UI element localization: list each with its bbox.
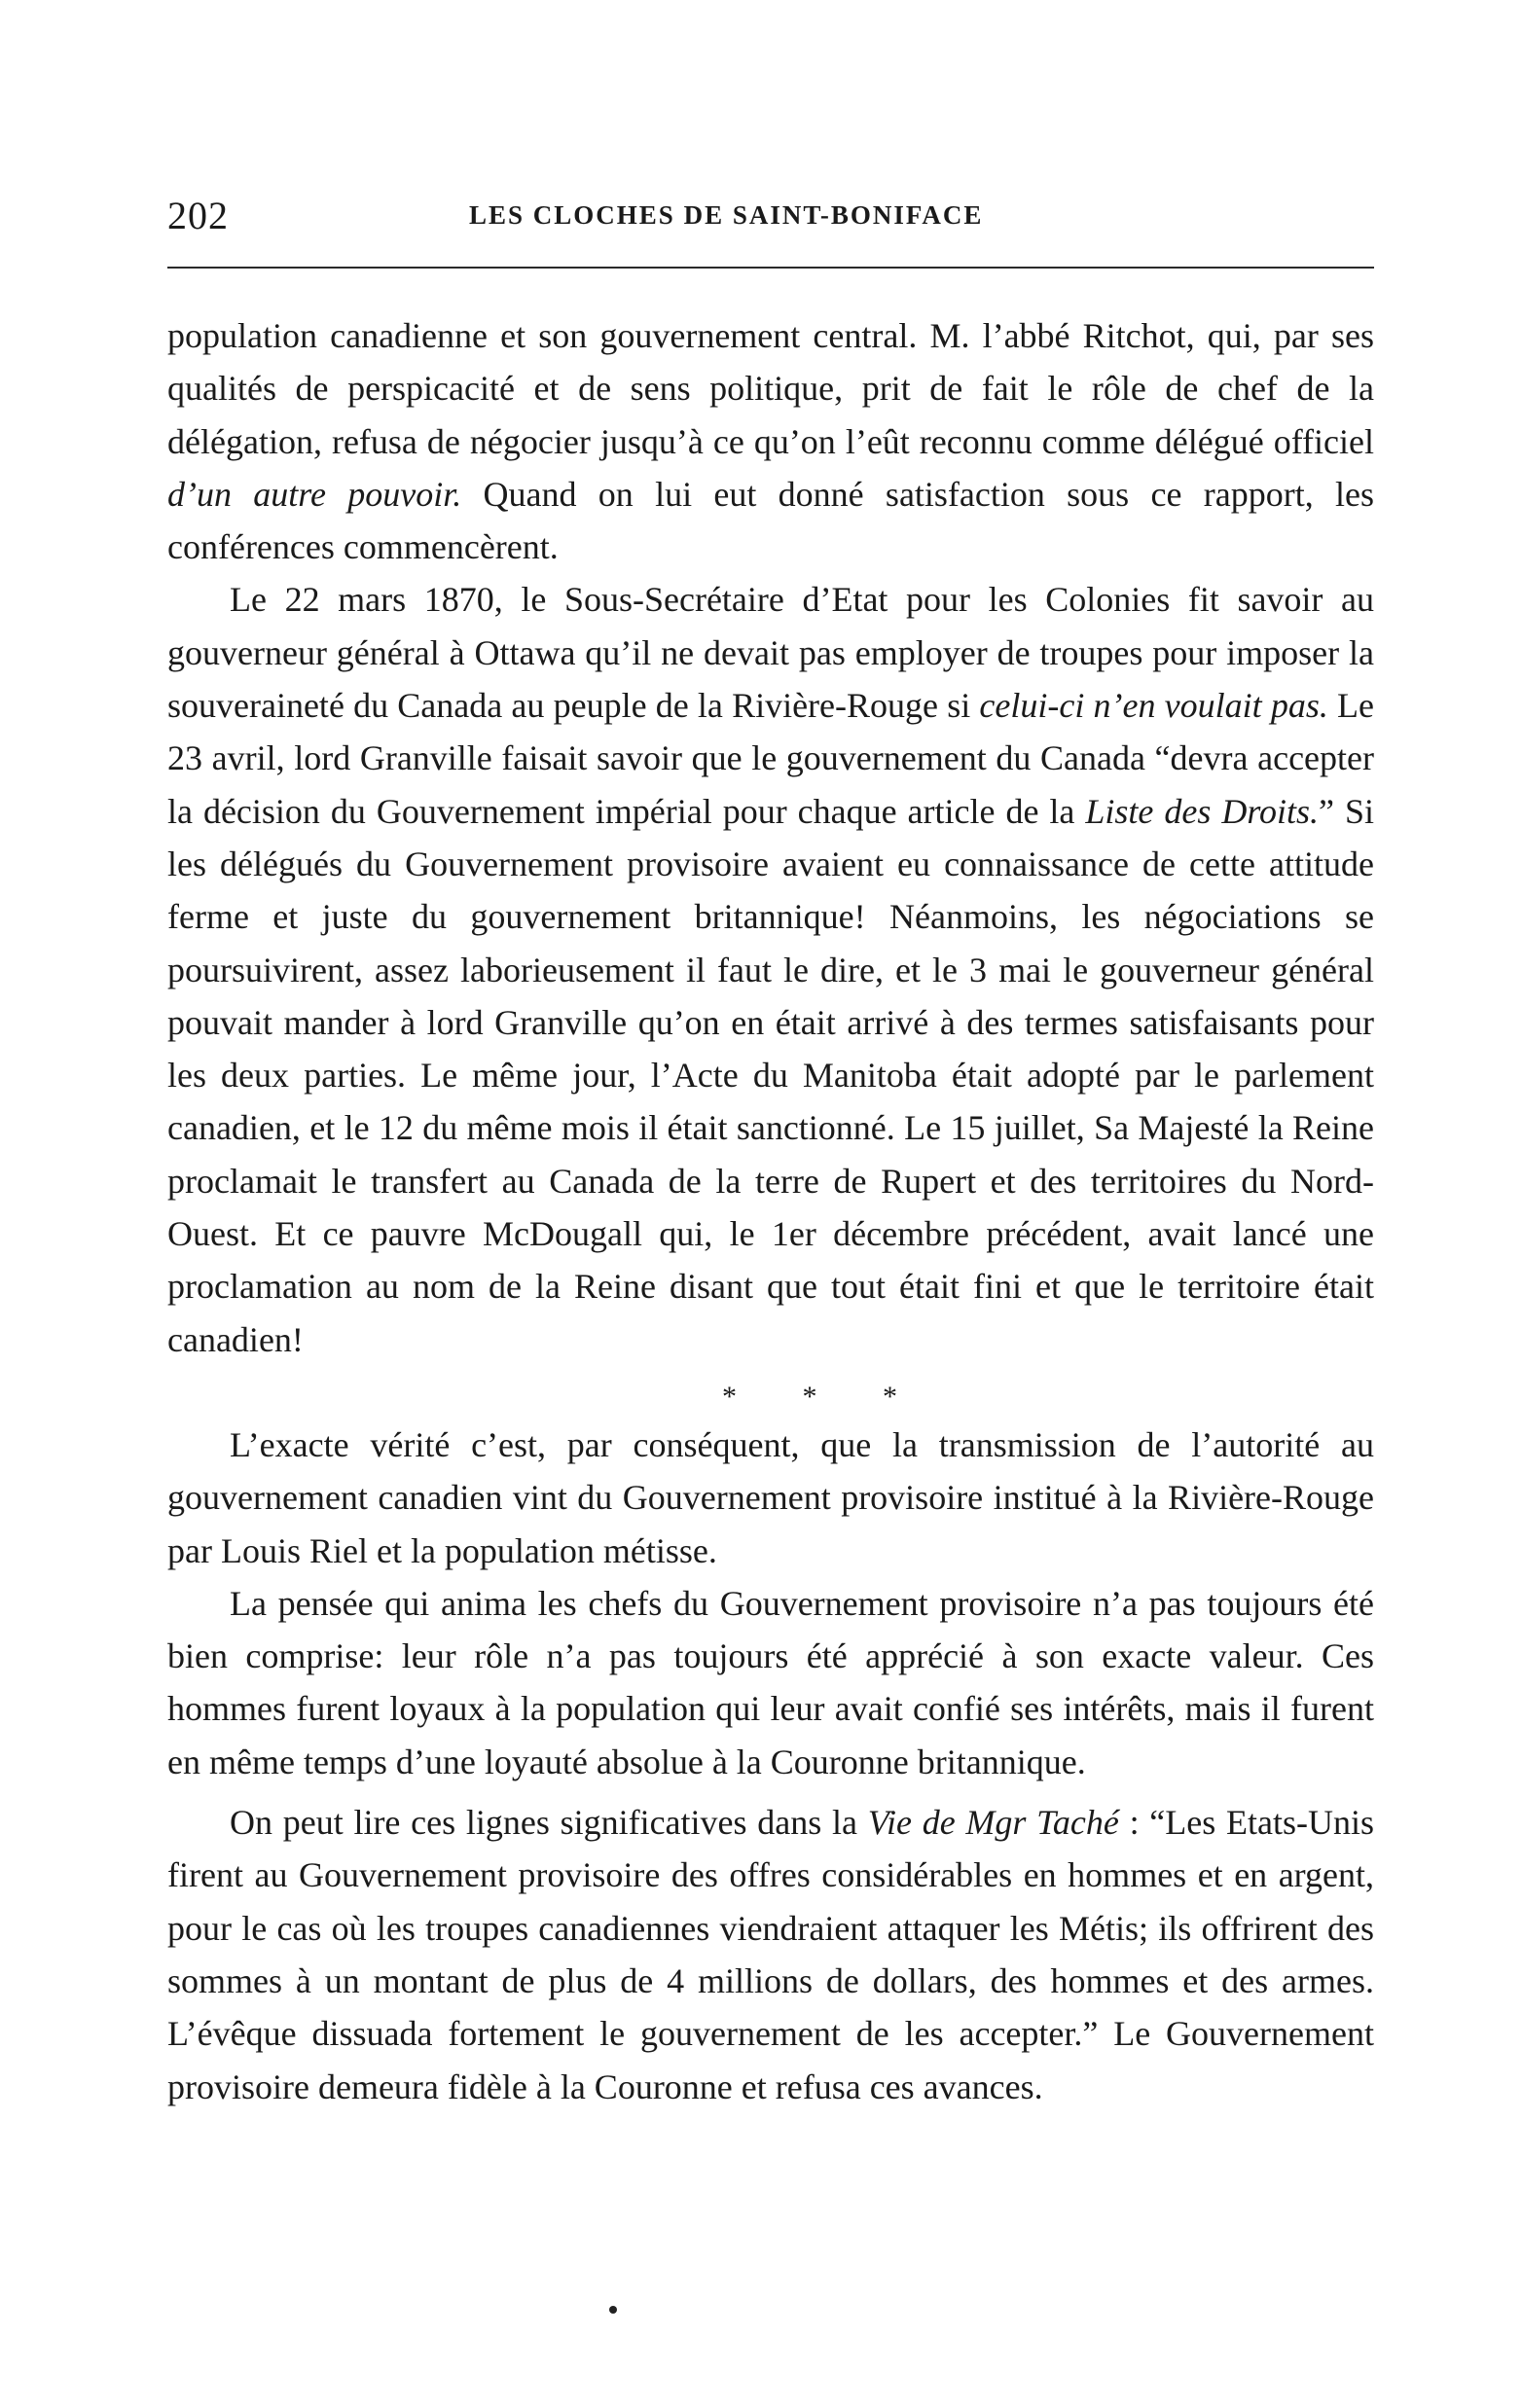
page-number: 202 — [167, 194, 229, 237]
italic-phrase: celui-ci n’en voulait pas. — [979, 686, 1328, 726]
paragraph-loyalty — [167, 1577, 1374, 1788]
paragraph-text: Quand on lui eut donné satisfaction sous ce rapport, les conférences commencèrent. — [167, 474, 1374, 567]
header-rule — [167, 267, 1374, 269]
paragraph-text: On peut lire ces lignes significatives dans la — [230, 1803, 868, 1843]
italic-phrase: d’un autre pouvoir. — [167, 474, 462, 514]
page-header — [167, 185, 1374, 243]
paragraph-continued — [167, 309, 1374, 573]
paragraph-quote — [167, 1796, 1374, 2113]
body-text — [167, 309, 1374, 2113]
paragraph-text: Le 23 avril, lord Granville faisait savoir que le gouvernement du Canada “devra accepter la décision du Gouvernement impérial pour chaque article de la — [167, 686, 1374, 831]
paragraph-text: population canadienne et son gouvernement central. M. l’abbé Ritchot, qui, par ses qualités de perspicacité et de sens politique, prit de fait le rôle de chef de la délégation, refusa de négocier jusqu’à ce qu’on l’eût reconnu comme délégué officiel — [167, 316, 1374, 461]
paragraph-text: La pensée qui anima les chefs du Gouvernement provisoire n’a pas toujours été bien comprise: leur rôle n’a pas toujours été apprécié à son exacte valeur. Ces hommes furent loyaux à la population qui leur avait confié ses intérêts, mais il furent en même temps d’une loyauté absolue à la Couronne britannique. — [167, 1583, 1374, 1781]
italic-phrase: Liste des Droits. — [1085, 791, 1320, 831]
stray-mark — [609, 2306, 617, 2314]
section-separator: * * * — [722, 1380, 926, 1413]
paragraph-text: L’exacte vérité c’est, par conséquent, que la transmission de l’autorité au gouvernement canadien vint du Gouvernement provisoire institué à la Rivière-Rouge par Louis Riel et la population métisse. — [167, 1424, 1374, 1570]
italic-phrase: Vie de Mgr Taché — [867, 1803, 1119, 1843]
paragraph-text: ” Si les délégués du Gouvernement provisoire avaient eu connaissance de cette attitude ferme et juste du gouvernement britannique! Néanmoins, les négociations se poursuivirent, assez laborieusement il faut le dire, et le 3 mai le gouverneur général pouvait mander à lord Granville qu’on en était arrivé à des termes satisfaisants pour les deux parties. Le même jour, l’Acte du Manitoba était adopté par le parlement canadien, et le 12 du même mois il était sanctionné. Le 15 juillet, Sa Majesté la Reine proclamait le transfert au Canada de la terre de Rupert et des territoires du Nord-Ouest. Et ce pauvre McDougall qui, le 1er décembre précédent, avait lancé une proclamation au nom de la Reine disant que tout était fini et que le territoire était canadien! — [167, 791, 1374, 1359]
paragraph-transmission — [167, 1419, 1374, 1577]
running-title: LES CLOCHES DE SAINT-BONIFACE — [469, 200, 984, 230]
paragraph-negotiations — [167, 573, 1374, 1365]
paragraph-text: : “Les Etats-Unis firent au Gouvernement provisoire des offres considérables en hommes et en argent, pour le cas où les troupes canadiennes viendraient attaquer les Métis; ils offrirent des sommes à un montant de plus de 4 millions de dollars, des hommes et des armes. L’évêque dissuada fortement le gouvernement de les accepter.” Le Gouvernement provisoire demeura fidèle à la Couronne et refusa ces avances. — [167, 1803, 1374, 2106]
paragraph-text: Le 22 mars 1870, le Sous-Secrétaire d’Etat pour les Colonies fit savoir au gouverneur général à Ottawa qu’il ne devait pas employer de troupes pour imposer la souveraineté du Canada au peuple de la Rivière-Rouge si — [167, 580, 1374, 726]
